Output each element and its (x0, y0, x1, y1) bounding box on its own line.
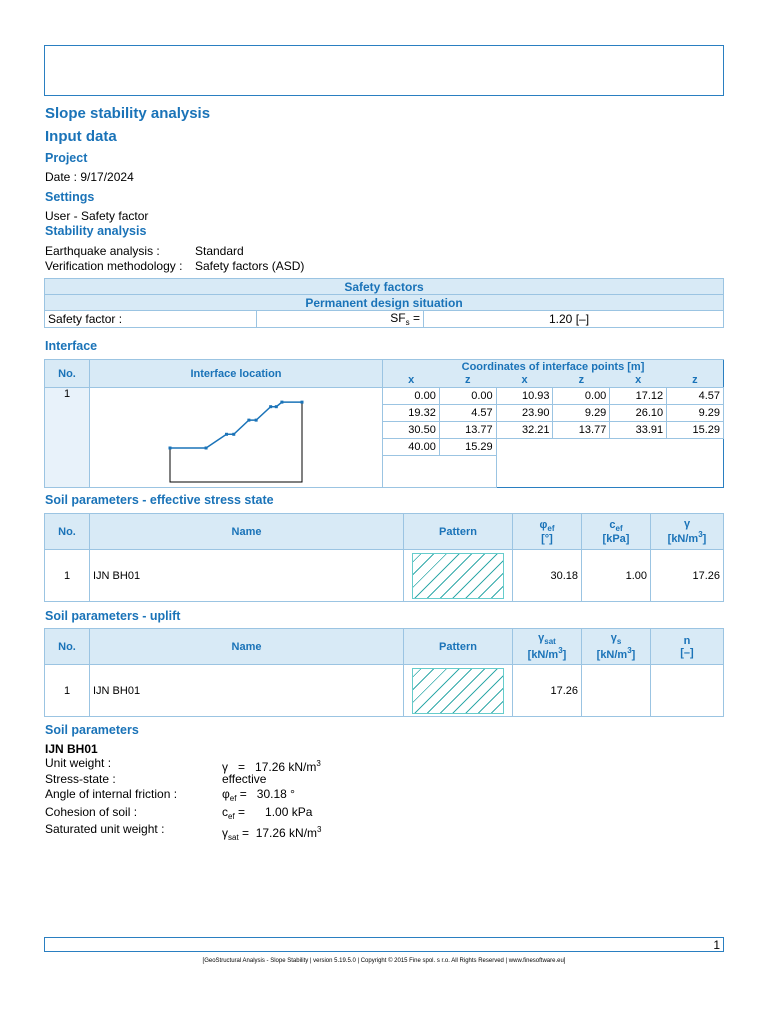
coord-cell: 13.77 (553, 422, 610, 439)
coord-cell: 9.29 (553, 405, 610, 422)
interface-point (275, 405, 278, 408)
coord-col-header: z (553, 374, 610, 388)
date-line (45, 171, 134, 184)
gamma-unit: [kN/m (667, 533, 699, 545)
row-name: IJN BH01 (90, 550, 404, 602)
soil-param-label: Saturated unit weight : (45, 822, 165, 836)
safety-factors-table (44, 278, 724, 328)
interface-location-cell (90, 388, 383, 488)
coord-cell: 23.90 (496, 405, 553, 422)
empty-cell (496, 439, 723, 456)
interface-point (280, 401, 283, 404)
safety-factor-value-cell (424, 311, 724, 328)
soil-uplift-heading: Soil parameters - uplift (45, 609, 181, 623)
coord-cell: 0.00 (553, 388, 610, 405)
footer-text: [GeoStructural Analysis - Slope Stability | version 5.19.5.0 | Copyright © 2015 Fine spol. s r.o. All Rights Reserved | www.finesoftware.eu] (202, 958, 566, 964)
coord-cell: 17.12 (610, 388, 667, 405)
verification-value: Safety factors (ASD) (195, 259, 305, 273)
settings-heading: Settings (45, 190, 95, 204)
interface-col-no: No. (45, 360, 90, 388)
sf-symbol: SF (390, 311, 406, 325)
soil-uplift-table (44, 628, 724, 717)
row-gsat: 17.26 (513, 665, 582, 717)
soil-param-value: γ = 17.26 $kN/m^3$ (222, 759, 321, 774)
soil-effective-heading: Soil parameters - effective stress state (45, 493, 274, 507)
coord-col-header: x (496, 374, 553, 388)
coord-cell: 15.29 (439, 439, 496, 456)
date-label: Date : (45, 170, 78, 184)
earthquake-label: Earthquake analysis : (45, 244, 160, 258)
gsat-unit: [kN/m (527, 649, 559, 661)
phi-unit: [°] (541, 532, 553, 545)
coord-cell: 4.57 (667, 388, 724, 405)
safety-table-subtitle: Permanent design situation (45, 295, 724, 311)
coord-cell: 10.93 (496, 388, 553, 405)
project-heading: Project (45, 151, 88, 165)
col-name: Name (90, 629, 404, 665)
col-pattern: Pattern (404, 629, 513, 665)
interface-point (232, 433, 235, 436)
soil-block-outline (170, 402, 302, 482)
interface-point (205, 447, 208, 450)
soil-param-value: effective (222, 772, 267, 786)
empty-cell (496, 456, 723, 488)
col-gsat: $\gamma_{sat}$ $[kN/m^3]$ (513, 629, 582, 665)
c-symbol: c (609, 518, 616, 531)
pattern-cell (404, 550, 513, 602)
coord-cell: 19.32 (383, 405, 440, 422)
soil-param-value: $\gamma_{sat} = 17.26$ $kN/m^3$ (222, 825, 322, 842)
row-phi: 30.18 (513, 550, 582, 602)
empty-cell (383, 456, 497, 488)
earthquake-value: Standard (195, 244, 244, 258)
interface-heading: Interface (45, 339, 98, 353)
safety-table-title: Safety factors (45, 279, 724, 295)
n-unit: [–] (680, 646, 694, 659)
coord-cell: 33.91 (610, 422, 667, 439)
phi-sub: ef (547, 523, 555, 533)
interface-point (255, 419, 258, 422)
gs-unit: [kN/m (596, 649, 628, 661)
c-sub: ef (615, 523, 623, 533)
soil-params-heading: Soil parameters (45, 723, 139, 737)
phi-symbol: φ (539, 518, 548, 531)
gs-sub: s (616, 637, 622, 646)
gs-symbol: γ (610, 632, 617, 644)
row-gs (582, 665, 651, 717)
row-no: 1 (45, 550, 90, 602)
sf-symbol-sub: s (405, 318, 410, 327)
safety-factor-symbol (257, 311, 424, 328)
coord-cell: 40.00 (383, 439, 440, 456)
stability-heading: Stability analysis (45, 224, 147, 238)
row-name: IJN BH01 (90, 665, 404, 717)
coord-cell: 32.21 (496, 422, 553, 439)
interface-line (170, 402, 302, 448)
interface-point (247, 419, 250, 422)
coord-cell: 0.00 (439, 388, 496, 405)
safety-factor-unit: [–] (575, 312, 590, 326)
coord-cell: 4.57 (439, 405, 496, 422)
interface-no: 1 (45, 388, 90, 488)
gsat-sub: sat (544, 637, 556, 646)
coord-col-header: z (439, 374, 496, 388)
page-title: Slope stability analysis (45, 105, 211, 122)
interface-table (44, 359, 724, 488)
interface-point (169, 447, 172, 450)
coord-cell: 13.77 (439, 422, 496, 439)
interface-point (301, 401, 304, 404)
col-n (651, 629, 724, 665)
soil-param-value: $c_{ef}$ = 1.00 kPa (222, 805, 313, 821)
col-gs: $\gamma_s$ $[kN/m^3]$ (582, 629, 651, 665)
soil-param-value: $\varphi_{ef} = 30.18$ ° (222, 787, 295, 803)
col-name: Name (90, 514, 404, 550)
col-phi (513, 514, 582, 550)
sf-eq: = (412, 311, 420, 325)
col-no: No. (45, 629, 90, 665)
interface-point (269, 405, 272, 408)
col-c (582, 514, 651, 550)
soil-pattern-swatch (412, 553, 504, 599)
soil-param-label: Angle of internal friction : (45, 787, 178, 801)
soil-param-label: Unit weight : (45, 756, 112, 770)
coord-cell: 0.00 (383, 388, 440, 405)
soil-name: IJN BH01 (45, 742, 98, 756)
soil-pattern-swatch (412, 668, 504, 714)
row-c: 1.00 (582, 550, 651, 602)
gamma-symbol: γ (683, 518, 691, 530)
coord-cell: 9.29 (667, 405, 724, 422)
coord-cell: 26.10 (610, 405, 667, 422)
col-no: No. (45, 514, 90, 550)
coord-cell: 30.50 (383, 422, 440, 439)
col-gamma: γ $[kN/m^3]$ (651, 514, 724, 550)
page-number: 1 (713, 938, 720, 952)
coord-col-header: x (383, 374, 440, 388)
soil-effective-table (44, 513, 724, 602)
row-n (651, 665, 724, 717)
row-gamma: 17.26 (651, 550, 724, 602)
header-box (44, 45, 724, 96)
n-symbol: n (683, 634, 691, 647)
soil-param-label: Stress-state : (45, 772, 116, 786)
interface-profile-diagram (90, 388, 376, 484)
row-no: 1 (45, 665, 90, 717)
footer-box (44, 937, 724, 952)
coord-cell: 15.29 (667, 422, 724, 439)
col-pattern: Pattern (404, 514, 513, 550)
safety-factor-label: Safety factor : (45, 311, 257, 328)
interface-point (225, 433, 228, 436)
settings-value: User - Safety factor (45, 209, 149, 223)
coord-col-header: x (610, 374, 667, 388)
verification-label: Verification methodology : (45, 259, 183, 273)
soil-param-label: Cohesion of soil : (45, 805, 138, 819)
coord-col-header: z (667, 374, 724, 388)
safety-factor-value: 1.20 (549, 312, 573, 326)
date-value: 9/17/2024 (80, 170, 134, 184)
c-unit: [kPa] (602, 532, 630, 545)
interface-coord-title: Coordinates of interface points [m] (383, 360, 724, 374)
pattern-cell (404, 665, 513, 717)
gsat-symbol: γ (538, 632, 545, 644)
interface-col-location: Interface location (90, 360, 383, 388)
input-data-heading: Input data (45, 128, 117, 145)
